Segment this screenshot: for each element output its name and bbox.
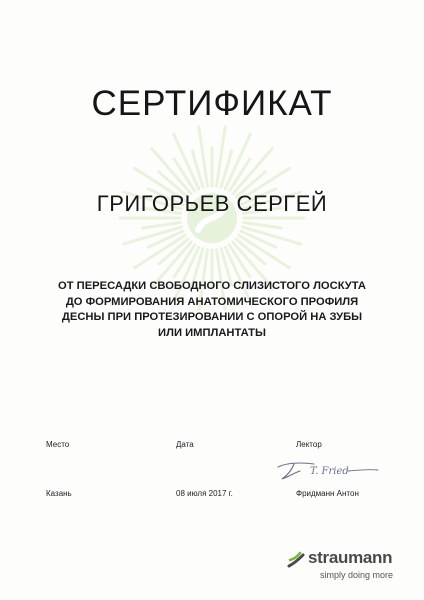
- date-value: 08 июля 2017 г.: [176, 489, 233, 498]
- date-label: Дата: [176, 440, 194, 449]
- place-value: Казань: [46, 489, 72, 498]
- course-title-line: ОТ ПЕРЕСАДКИ СВОБОДНОГО СЛИЗИСТОГО ЛОСКУТА: [58, 280, 366, 292]
- lector-value: Фридманн Антон: [296, 489, 359, 498]
- recipient-name: ГРИГОРЬЕВ СЕРГЕЙ: [96, 191, 328, 216]
- brand-slogan: simply doing more: [320, 570, 394, 580]
- signature-handwriting: T. Fried: [310, 466, 349, 477]
- certificate-title: СЕРТИФИКАТ: [91, 84, 333, 123]
- course-title-line: ДЕСНЫ ПРИ ПРОТЕЗИРОВАНИИ С ОПОРОЙ НА ЗУБЫ: [61, 311, 363, 323]
- straumann-logo: [286, 548, 416, 586]
- straumann-mark-icon: [286, 551, 306, 571]
- lector-label: Лектор: [296, 440, 322, 449]
- brand-name: straumann: [308, 548, 393, 567]
- course-title-line: ИЛИ ИМПЛАНТАТЫ: [158, 326, 266, 339]
- place-label: Место: [46, 440, 70, 449]
- course-title-line: ДО ФОРМИРОВАНИЯ АНАТОМИЧЕСКОГО ПРОФИЛЯ: [65, 295, 359, 308]
- lector-signature: [270, 455, 380, 485]
- course-title: [40, 279, 384, 341]
